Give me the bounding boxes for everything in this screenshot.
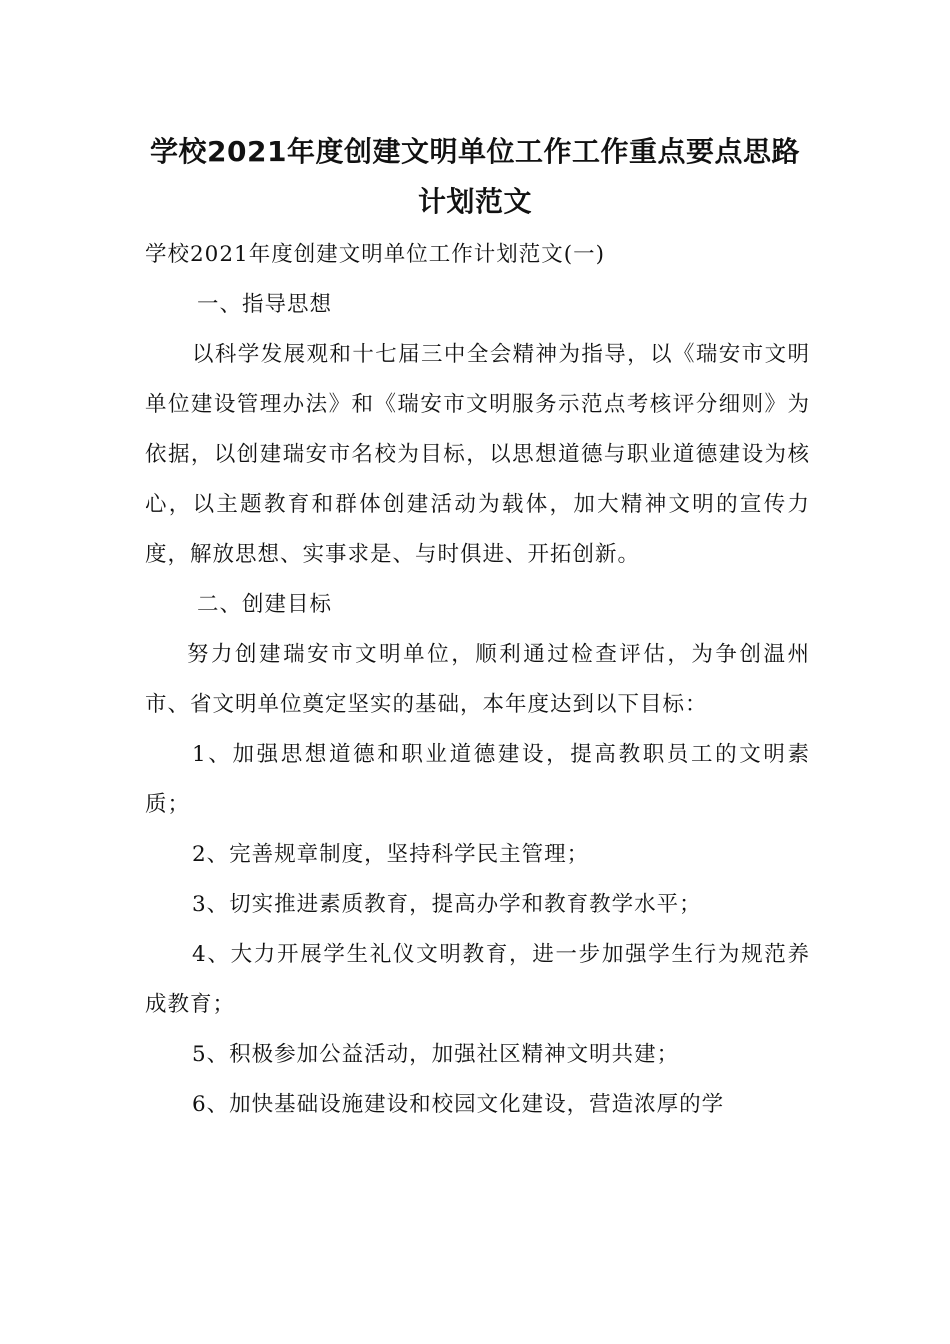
goal-item: 5、积极参加公益活动，加强社区精神文明共建；	[192, 1042, 680, 1067]
goal-item: 3、切实推进素质教育，提高办学和教育教学水平；	[192, 892, 702, 917]
goal-item: 6、加快基础设施建设和校园文化建设，营造浓厚的学	[192, 1092, 725, 1117]
document-body	[145, 230, 810, 1130]
goal-item: 1、加强思想道德和职业道德建设，提高教职员工的文明素质；	[145, 742, 810, 817]
document-title-line-1: 学校2021年度创建文明单位工作工作重点要点思路	[150, 135, 800, 168]
document-subtitle: 学校2021年度创建文明单位工作计划范文(一)	[145, 242, 605, 267]
section-heading-guiding-ideology: 一、指导思想	[197, 292, 333, 317]
section-paragraph-goals-intro: 努力创建瑞安市文明单位，顺利通过检查评估，为争创温州市、省文明单位奠定坚实的基础，本年度达到以下目标：	[145, 642, 810, 717]
goal-item: 2、完善规章制度，坚持科学民主管理；	[192, 842, 590, 867]
section-heading-goals: 二、创建目标	[197, 592, 333, 617]
section-paragraph-guiding-ideology: 以科学发展观和十七届三中全会精神为指导，以《瑞安市文明单位建设管理办法》和《瑞安市文明服务示范点考核评分细则》为依据，以创建瑞安市名校为目标，以思想道德与职业道德建设为核心，以主题教育和群体创建活动为载体，加大精神文明的宣传力度，解放思想、实事求是、与时俱进、开拓创新。	[145, 342, 810, 567]
document-title-line-2: 计划范文	[417, 185, 532, 218]
goal-item: 4、大力开展学生礼仪文明教育，进一步加强学生行为规范养成教育；	[145, 942, 810, 1017]
